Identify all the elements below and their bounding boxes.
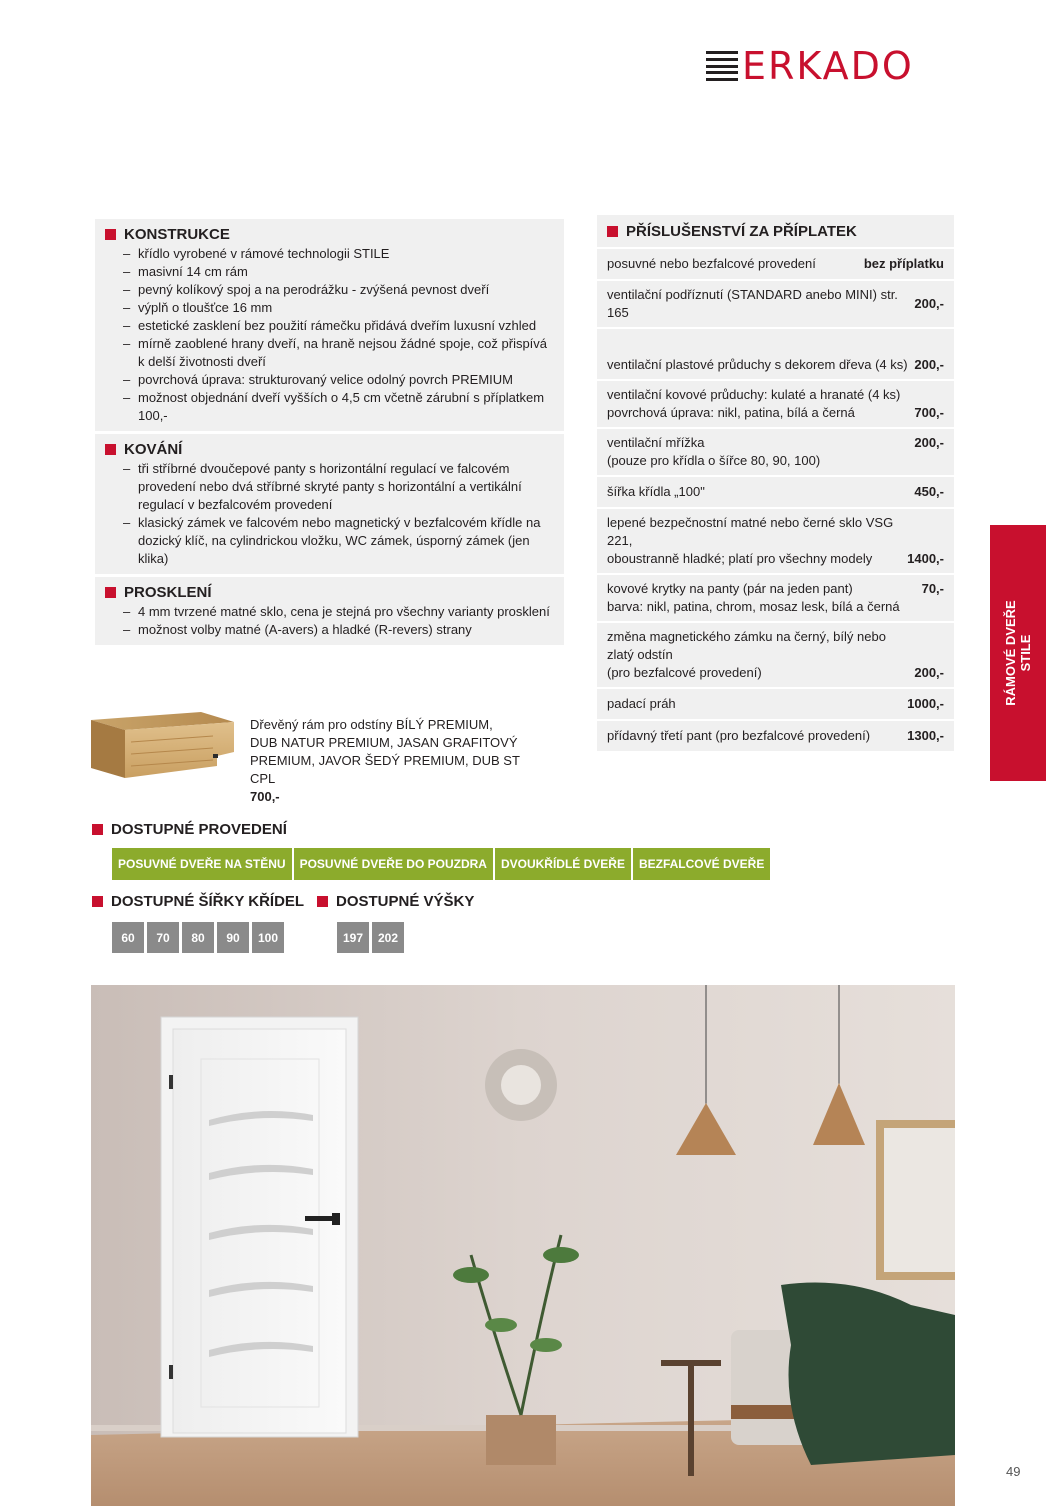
spec-item: – výplň o tloušťce 16 mm <box>105 299 554 317</box>
width-badge: 90 <box>217 922 249 953</box>
heights-title: DOSTUPNÉ VÝŠKY <box>336 892 475 910</box>
spec-item: – povrchová úprava: strukturovaný velice odolný povrch PREMIUM <box>105 371 554 389</box>
spec-item: – tři stříbrné dvoučepové panty s horizontální regulací ve falcovém provedení nebo dvá stříbrné skryté panty s horizontální a vertikální regulací v bezfalcovém provedení <box>105 460 554 514</box>
erkado-logo <box>706 44 914 88</box>
accessory-row <box>597 429 954 475</box>
spec-item: – estetické zasklení bez použití rámečku přidává dveřím luxusní vzhled <box>105 317 554 335</box>
widths-title: DOSTUPNÉ ŠÍŘKY KŘÍDEL <box>111 892 305 910</box>
width-badge: 70 <box>147 922 179 953</box>
wooden-frame-image <box>91 712 234 780</box>
width-badge: 80 <box>182 922 214 953</box>
red-square-icon <box>607 226 618 237</box>
accessory-label: ventilační mřížka (pouze pro křídla o šířce 80, 90, 100) <box>607 435 821 468</box>
section-tab <box>990 525 1046 781</box>
width-badge: 60 <box>112 922 144 953</box>
accessory-label: změna magnetického zámku na černý, bílý nebo zlatý odstín (pro bezfalcové provedení) <box>607 629 886 680</box>
accessory-price: 1400,- <box>907 551 944 566</box>
accessory-label: posuvné nebo bezfalcové provedení <box>607 256 816 271</box>
version-badge: POSUVNÉ DVEŘE DO POUZDRA <box>294 848 493 880</box>
accessory-row <box>597 381 954 427</box>
accessory-label: přídavný třetí pant (pro bezfalcové provedení) <box>607 728 871 743</box>
accessory-label: ventilační podříznutí (STANDARD anebo MINI) str. 165 <box>607 287 898 320</box>
accessories-table <box>597 215 954 753</box>
accessory-row <box>597 249 954 279</box>
accessory-row <box>597 689 954 719</box>
accessory-price: 70,- <box>921 581 944 596</box>
spec-item: – klasický zámek ve falcovém nebo magnetický v bezfalcovém křídle na dozický klíč, na cylindrickou vložku, WC zámek, úsporný zámek (jen klika) <box>105 514 554 568</box>
spec-item: – možnost objednání dveří vyšších o 4,5 cm včetně zárubní s příplatkem 100,- <box>105 389 554 425</box>
version-badge: BEZFALCOVÉ DVEŘE <box>633 848 770 880</box>
accessory-row <box>597 281 954 327</box>
spec-item: – masivní 14 cm rám <box>105 263 554 281</box>
versions-list <box>112 848 770 880</box>
widths-list <box>112 922 284 953</box>
accessory-price: 200,- <box>914 296 944 311</box>
red-square-icon <box>92 896 103 907</box>
spec-section <box>95 219 564 431</box>
red-square-icon <box>317 896 328 907</box>
accessories-title: PŘÍSLUŠENSTVÍ ZA PŘÍPLATEK <box>626 222 857 240</box>
versions-title: DOSTUPNÉ PROVEDENÍ <box>111 820 287 838</box>
accessory-label: padací práh <box>607 696 676 711</box>
spec-item: – mírně zaoblené hrany dveří, na hraně nejsou žádné spoje, což přispívá k delší životnosti dveří <box>105 335 554 371</box>
accessory-row <box>597 575 954 621</box>
spec-section-heading <box>105 440 554 458</box>
height-badge: 197 <box>337 922 369 953</box>
width-badge: 100 <box>252 922 284 953</box>
accessory-price: 200,- <box>914 435 944 450</box>
red-square-icon <box>105 444 116 455</box>
section-tab-line1: RÁMOVÉ DVEŘE <box>1003 600 1018 706</box>
spec-item: – 4 mm tvrzené matné sklo, cena je stejná pro všechny varianty prosklení <box>105 603 554 621</box>
page-number: 49 <box>1006 1464 1021 1479</box>
accessories-header <box>597 215 954 247</box>
frame-price: 700,- <box>250 789 280 804</box>
accessory-price: 1300,- <box>907 728 944 743</box>
accessory-label: ventilační plastové průduchy s dekorem dřeva (4 ks) <box>607 357 908 372</box>
spec-item: – možnost volby matné (A-avers) a hladké (R-revers) strany <box>105 621 554 639</box>
logo-lines-icon <box>706 51 738 81</box>
accessory-price: bez příplatku <box>863 256 944 271</box>
spec-section <box>95 577 564 645</box>
version-badge: DVOUKŘÍDLÉ DVEŘE <box>495 848 631 880</box>
accessory-label: ventilační kovové průduchy: kulaté a hranaté (4 ks) povrchová úprava: nikl, patina, bílá a černá <box>607 387 901 420</box>
accessory-row <box>597 509 954 573</box>
versions-heading <box>92 820 287 838</box>
accessory-row <box>597 623 954 687</box>
logo-text: ERKADO <box>742 44 914 88</box>
construction-specs <box>95 219 564 648</box>
spec-section <box>95 434 564 574</box>
accessory-price: 200,- <box>914 665 944 680</box>
interior-photo <box>91 985 955 1506</box>
spec-section-title: PROSKLENÍ <box>124 583 212 601</box>
spec-section-title: KOVÁNÍ <box>124 440 183 458</box>
accessory-price: 450,- <box>914 484 944 499</box>
spec-item: – pevný kolíkový spoj a na perodrážku - zvýšená pevnost dveří <box>105 281 554 299</box>
accessory-price: 700,- <box>914 405 944 420</box>
spec-item: – křídlo vyrobené v rámové technologii STILE <box>105 245 554 263</box>
accessory-row <box>597 329 954 379</box>
accessory-row <box>597 477 954 507</box>
section-tab-line2: STILE <box>1018 634 1033 672</box>
accessory-price: 1000,- <box>907 696 944 711</box>
height-badge: 202 <box>372 922 404 953</box>
red-square-icon <box>92 824 103 835</box>
widths-heading <box>92 892 304 910</box>
accessory-price: 200,- <box>914 357 944 372</box>
accessory-label: lepené bezpečnostní matné nebo černé sklo VSG 221, oboustranně hladké; platí pro všechny modely <box>607 515 894 566</box>
accessory-row <box>597 721 954 751</box>
heights-list <box>337 922 404 953</box>
frame-description <box>250 716 520 806</box>
red-square-icon <box>105 229 116 240</box>
red-square-icon <box>105 587 116 598</box>
accessory-label: šířka křídla „100" <box>607 484 705 499</box>
version-badge: POSUVNÉ DVEŘE NA STĚNU <box>112 848 292 880</box>
spec-section-title: KONSTRUKCE <box>124 225 230 243</box>
accessory-label: kovové krytky na panty (pár na jeden pant) barva: nikl, patina, chrom, mosaz lesk, bílá a černá <box>607 581 900 614</box>
heights-heading <box>317 892 474 910</box>
frame-text: Dřevěný rám pro odstíny BÍLÝ PREMIUM, DUB NATUR PREMIUM, JASAN GRAFITOVÝ PREMIUM, JAVOR ŠEDÝ PREMIUM, DUB ST CPL <box>250 717 520 786</box>
spec-section-heading <box>105 225 554 243</box>
spec-section-heading <box>105 583 554 601</box>
